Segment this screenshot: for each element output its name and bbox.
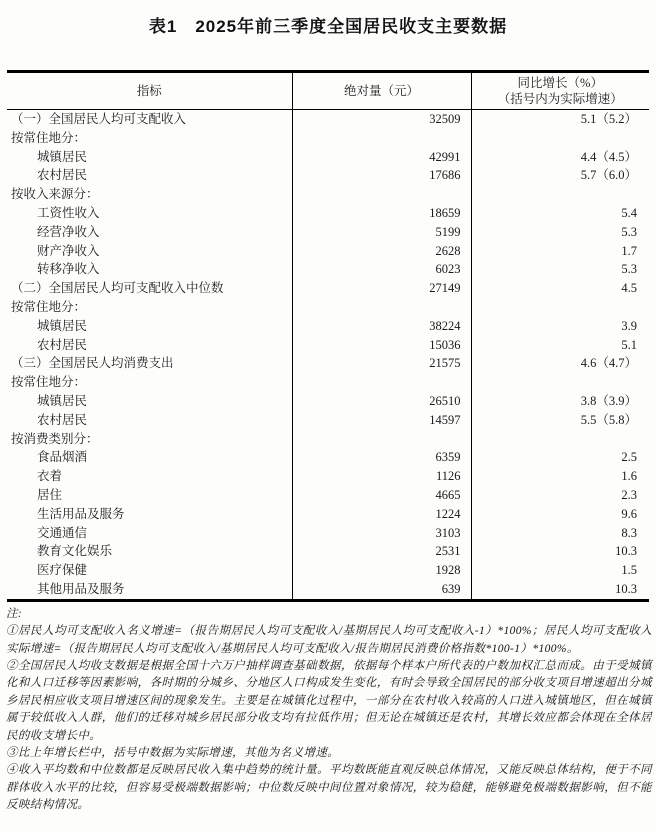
table-row — [7, 448, 649, 467]
row-absolute-value: 639 — [292, 580, 471, 600]
table-row — [7, 430, 649, 449]
row-growth-value: 5.1 — [471, 336, 649, 355]
row-indicator-label: 按收入来源分： — [11, 187, 99, 202]
row-absolute-value: 14597 — [292, 411, 471, 430]
row-growth-value — [471, 430, 649, 449]
column-header-indicator: 指标 — [7, 72, 292, 110]
table-row — [7, 373, 649, 392]
row-growth-value: 4.6（4.7） — [471, 354, 649, 373]
row-growth-value: 1.6 — [471, 467, 649, 486]
row-growth-value: 5.1（5.2） — [471, 110, 649, 129]
row-indicator-label: 生活用品及服务 — [37, 506, 125, 521]
row-absolute-value: 1126 — [292, 467, 471, 486]
table-row — [7, 260, 649, 279]
table-row — [7, 505, 649, 524]
table-body — [7, 110, 649, 601]
row-absolute-value — [292, 430, 471, 449]
row-absolute-value — [292, 373, 471, 392]
table-row — [7, 223, 649, 242]
row-indicator-label: （二）全国居民人均可支配收入中位数 — [11, 281, 224, 296]
table-row — [7, 336, 649, 355]
table-header-row — [7, 72, 649, 110]
row-indicator-label: 按常住地分： — [11, 299, 87, 314]
table-row — [7, 392, 649, 411]
page-title: 表1 2025年前三季度全国居民收支主要数据 — [148, 17, 508, 36]
table-row — [7, 242, 649, 261]
row-growth-value: 4.5 — [471, 279, 649, 298]
row-growth-value: 5.5（5.8） — [471, 411, 649, 430]
row-indicator-label: 按常住地分： — [11, 375, 87, 390]
income-expenditure-table — [7, 70, 649, 602]
row-indicator-label: 居住 — [37, 487, 63, 502]
row-absolute-value: 38224 — [292, 317, 471, 336]
row-absolute-value — [292, 129, 471, 148]
row-indicator-label: 医疗保健 — [37, 563, 88, 578]
row-absolute-value: 18659 — [292, 204, 471, 223]
row-absolute-value: 6359 — [292, 448, 471, 467]
row-growth-value: 2.3 — [471, 486, 649, 505]
table-row — [7, 524, 649, 543]
row-growth-value — [471, 185, 649, 204]
row-absolute-value: 1928 — [292, 561, 471, 580]
row-indicator-label: 转移净收入 — [37, 262, 100, 277]
notes-label: 注: — [6, 607, 23, 620]
row-absolute-value: 32509 — [292, 110, 471, 129]
row-absolute-value — [292, 298, 471, 317]
note-item-1: ①居民人均可支配收入名义增速=（报告期居民人均可支配收入/基期居民人均可支配收入-1）*100%；居民人均可支配收入实际增速=（报告期居民人均可支配收入/基期居民人均可支配收入/报告期居民消费价格指数*100-1）*100%。 — [6, 625, 652, 655]
table-row — [7, 317, 649, 336]
row-growth-value: 1.5 — [471, 561, 649, 580]
row-growth-value: 3.8（3.9） — [471, 392, 649, 411]
row-indicator-label: 农村居民 — [37, 168, 88, 183]
column-header-growth-line1: 同比增长（%） — [517, 76, 603, 90]
row-absolute-value: 27149 — [292, 279, 471, 298]
row-absolute-value: 4665 — [292, 486, 471, 505]
row-indicator-label: 衣着 — [37, 469, 63, 484]
row-absolute-value: 6023 — [292, 260, 471, 279]
row-indicator-label: 按消费类别分： — [11, 431, 99, 446]
row-growth-value: 5.3 — [471, 260, 649, 279]
row-growth-value — [471, 298, 649, 317]
table-row — [7, 129, 649, 148]
row-absolute-value: 42991 — [292, 148, 471, 167]
row-indicator-label: 农村居民 — [37, 337, 88, 352]
column-header-absolute: 绝对量（元） — [292, 72, 471, 110]
row-growth-value: 2.5 — [471, 448, 649, 467]
row-absolute-value: 2531 — [292, 542, 471, 561]
row-indicator-label: 交通通信 — [37, 525, 88, 540]
table-row — [7, 185, 649, 204]
row-growth-value: 5.4 — [471, 204, 649, 223]
table-row — [7, 580, 649, 600]
row-absolute-value: 15036 — [292, 336, 471, 355]
row-indicator-label: 经营净收入 — [37, 224, 100, 239]
row-indicator-label: 按常住地分： — [11, 130, 87, 145]
row-indicator-label: （三）全国居民人均消费支出 — [11, 356, 174, 371]
table-row — [7, 411, 649, 430]
table-row — [7, 110, 649, 129]
column-header-growth — [471, 72, 649, 110]
table-row — [7, 542, 649, 561]
note-item-2: ②全国居民人均收支数据是根据全国十六万户抽样调查基础数据，依据每个样本户所代表的户数加权汇总而成。由于受城镇化和人口迁移等因素影响，各时期的分城乡、分地区人口构成发生变化，有时会导致全国居民的部分收支项目增速超出分城乡居民相应收支项目增速区间的现象发生。主要是在城镇化过程中，一部分在农村收入较高的人口进入城镇地区，但在城镇属于较低收入人群，他们的迁移对城乡居民部分收支均有拉低作用；但无论在城镇还是农村，其增长效应都会体现在全体居民的收支增长中。 — [6, 659, 652, 742]
row-growth-value — [471, 129, 649, 148]
row-indicator-label: 城镇居民 — [37, 318, 88, 333]
row-indicator-label: 财产净收入 — [37, 243, 100, 258]
row-indicator-label: 食品烟酒 — [37, 450, 88, 465]
row-growth-value: 9.6 — [471, 505, 649, 524]
table-row — [7, 148, 649, 167]
row-absolute-value: 21575 — [292, 354, 471, 373]
table-row — [7, 486, 649, 505]
row-indicator-label: 其他用品及服务 — [37, 581, 125, 596]
notes-section — [6, 606, 652, 815]
row-growth-value: 8.3 — [471, 524, 649, 543]
row-growth-value: 4.4（4.5） — [471, 148, 649, 167]
row-absolute-value: 5199 — [292, 223, 471, 242]
table-row — [7, 298, 649, 317]
column-header-growth-line2: （括号内为实际增速） — [497, 92, 623, 106]
note-item-4: ④收入平均数和中位数都是反映居民收入集中趋势的统计量。平均数既能直观反映总体情况，又能反映总体结构，便于不同群体收入水平的比较，但容易受极端数据影响；中位数反映中间位置对象情况，较为稳健，能够避免极端数据影响，但不能反映结构情况。 — [6, 764, 652, 812]
row-indicator-label: （一）全国居民人均可支配收入 — [11, 112, 187, 126]
row-growth-value: 5.3 — [471, 223, 649, 242]
table-row — [7, 279, 649, 298]
row-growth-value: 10.3 — [471, 542, 649, 561]
row-absolute-value: 3103 — [292, 524, 471, 543]
row-absolute-value: 26510 — [292, 392, 471, 411]
row-indicator-label: 工资性收入 — [37, 205, 100, 220]
row-growth-value: 5.7（6.0） — [471, 166, 649, 185]
table-row — [7, 467, 649, 486]
row-indicator-label: 教育文化娱乐 — [37, 544, 113, 559]
row-growth-value — [471, 373, 649, 392]
row-indicator-label: 城镇居民 — [37, 393, 88, 408]
note-item-3: ③比上年增长栏中，括号中数据为实际增速，其他为名义增速。 — [6, 746, 340, 759]
row-absolute-value: 17686 — [292, 166, 471, 185]
row-absolute-value: 1224 — [292, 505, 471, 524]
table-row — [7, 204, 649, 223]
table-row — [7, 166, 649, 185]
row-indicator-label: 城镇居民 — [37, 149, 88, 164]
table-row — [7, 561, 649, 580]
row-growth-value: 1.7 — [471, 242, 649, 261]
row-absolute-value — [292, 185, 471, 204]
table-row — [7, 354, 649, 373]
row-growth-value: 3.9 — [471, 317, 649, 336]
row-absolute-value: 2628 — [292, 242, 471, 261]
row-indicator-label: 农村居民 — [37, 412, 88, 427]
row-growth-value: 10.3 — [471, 580, 649, 600]
